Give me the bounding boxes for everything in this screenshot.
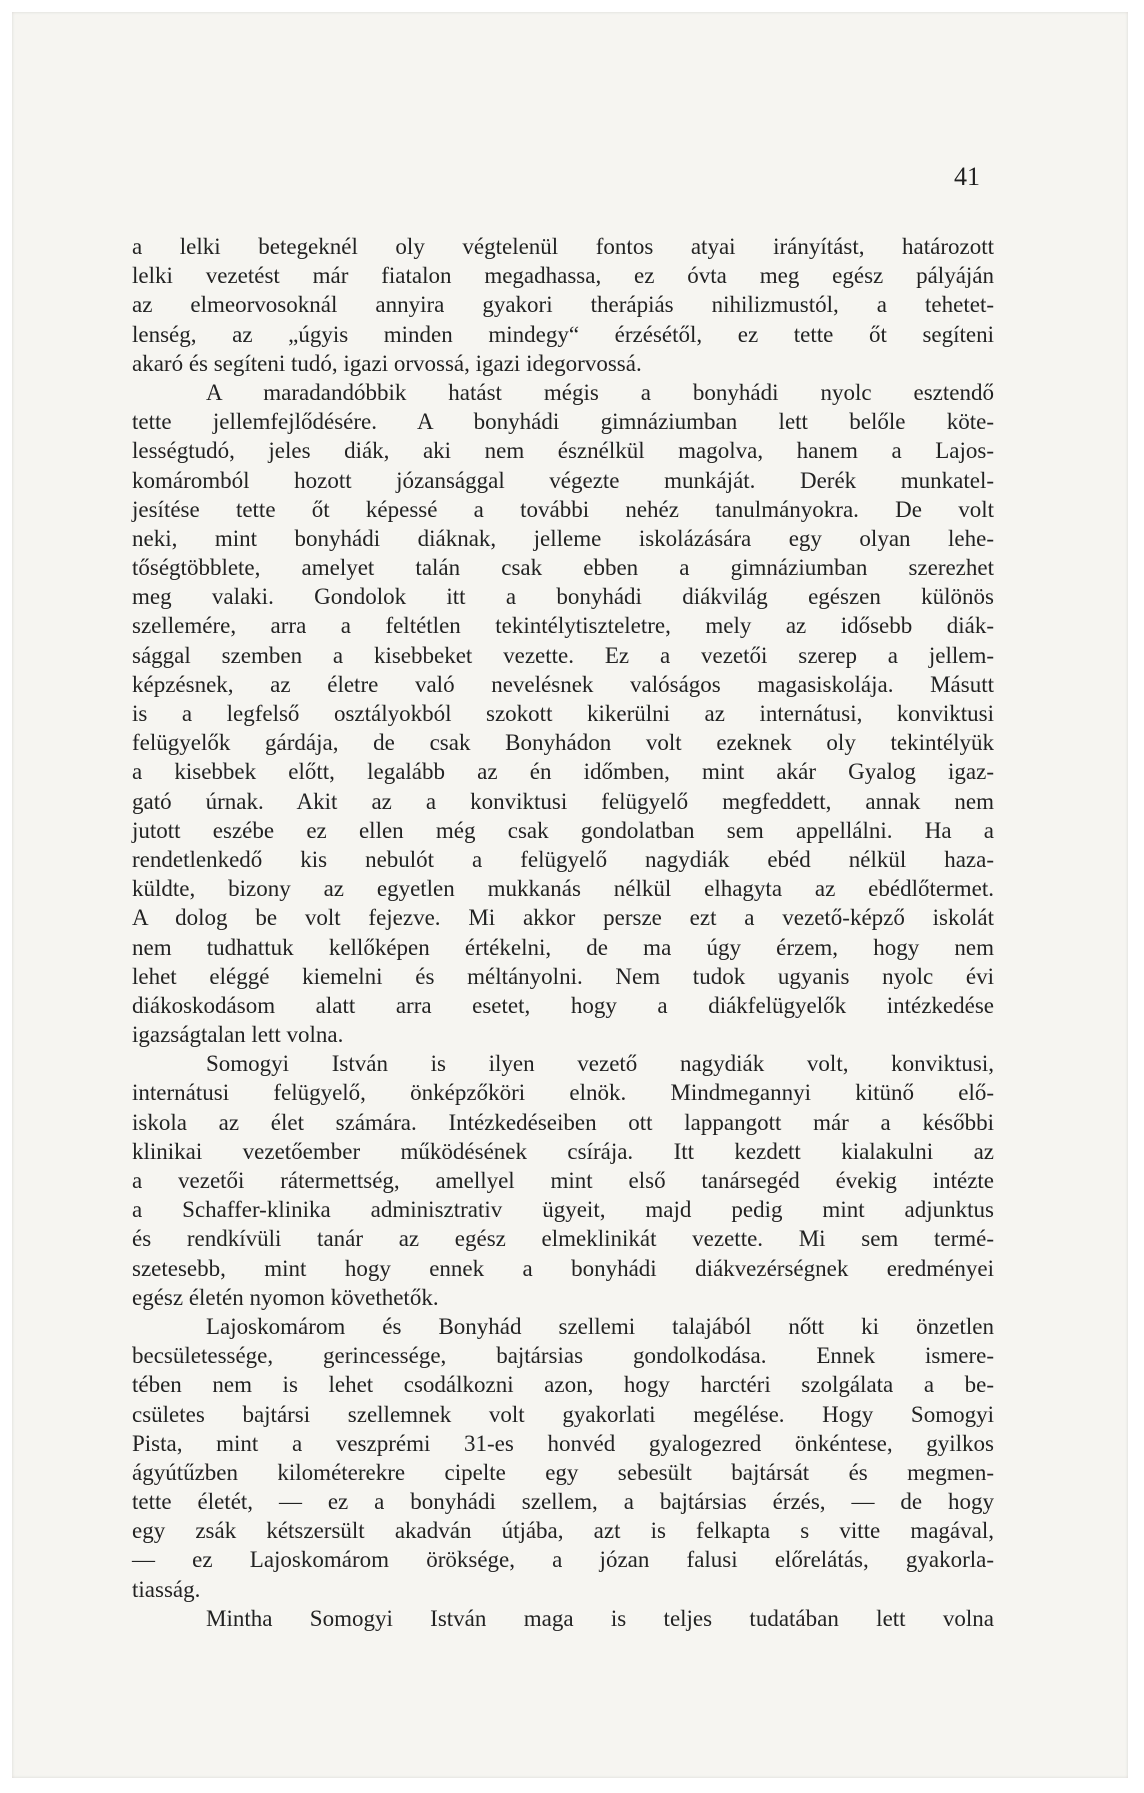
text-line: a lelki betegeknél oly végtelenül fontos atyai irányítást, határozott — [132, 234, 994, 259]
text-line: képzésnek, az életre való nevelésnek valóságos magasiskolája. Másutt — [132, 671, 994, 697]
text-line: Pista, mint a veszprémi 31-es honvéd gyalogezred önkéntese, gyilkos — [132, 1430, 994, 1456]
text-line: meg valaki. Gondolok itt a bonyhádi diákvilág egészen különös — [132, 584, 994, 610]
text-line: felügyelők gárdája, de csak Bonyhádon volt ezeknek oly tekintélyük — [132, 730, 994, 756]
text-line: a Schaffer-klinika adminisztrativ ügyeit, majd pedig mint adjunktus — [132, 1197, 994, 1223]
text-line: szellemére, arra a feltétlen tekintélytiszteletre, mely az idősebb diák- — [132, 613, 994, 639]
page-number: 41 — [954, 162, 980, 191]
text-line: A maradandóbbik hatást mégis a bonyhádi nyolc esztendő — [206, 379, 994, 405]
text-line: ágyútűzben kilométerekre cipelte egy sebesült bajtársát és megmen- — [132, 1459, 994, 1485]
text-line: diákoskodásom alatt arra esetet, hogy a diákfelügyelők intézkedése — [132, 992, 994, 1018]
text-line: gató úrnak. Akit az a konviktusi felügyelő megfeddett, annak nem — [132, 788, 994, 814]
text-line: a vezetői rátermettség, amellyel mint első tanársegéd évekig intézte — [132, 1168, 994, 1193]
text-line: komáromból hozott józansággal végezte munkáját. Derék munkatel- — [132, 467, 994, 493]
text-line: tiasság. — [132, 1576, 201, 1602]
text-line: tőségtöbblete, amelyet talán csak ebben a gimnáziumban szerezhet — [132, 555, 994, 581]
text-line: — ez Lajoskomárom öröksége, a józan falusi előrelátás, gyakorla- — [132, 1547, 994, 1573]
text-line: Mintha Somogyi István maga is teljes tudatában lett volna — [206, 1605, 994, 1631]
text-line: is a legfelső osztályokból szokott kikerülni az internátusi, konviktusi — [132, 701, 994, 726]
text-line: nem tudhattuk kellőképen értékelni, de ma úgy érzem, hogy nem — [132, 934, 994, 960]
text-line: Lajoskomárom és Bonyhád szellemi talajából nőtt ki önzetlen — [206, 1313, 994, 1339]
text-line: szetesebb, mint hogy ennek a bonyhádi diákvezérségnek eredményei — [132, 1255, 994, 1281]
text-line: az elmeorvosoknál annyira gyakori therápiás nihilizmustól, a tehetet- — [132, 292, 994, 318]
text-line: a kisebbek előtt, legalább az én időmben, mint akár Gyalog igaz- — [132, 759, 994, 785]
text-line: klinikai vezetőember működésének csírája. Itt kezdett kialakulni az — [132, 1138, 994, 1164]
text-line: akaró és segíteni tudó, igazi orvossá, igazi idegorvossá. — [132, 350, 642, 376]
text-line: tében nem is lehet csodálkozni azon, hogy harctéri szolgálata a be- — [132, 1372, 994, 1398]
text-line: lességtudó, jeles diák, aki nem észnélkül magolva, hanem a Lajos- — [132, 438, 994, 464]
text-line: sággal szemben a kisebbeket vezette. Ez a vezetői szerep a jellem- — [132, 642, 994, 668]
text-line: és rendkívüli tanár az egész elmeklinikát vezette. Mi sem termé- — [132, 1226, 994, 1252]
text-line: A dolog be volt fejezve. Mi akkor persze ezt a vezető-képző iskolát — [132, 905, 994, 931]
text-line: küldte, bizony az egyetlen mukkanás nélkül elhagyta az ebédlőtermet. — [132, 876, 994, 902]
book-page — [12, 12, 1128, 1778]
text-line: rendetlenkedő kis nebulót a felügyelő nagydiák ebéd nélkül haza- — [132, 846, 994, 872]
body-text — [132, 232, 994, 1633]
text-line: lehet eléggé kiemelni és méltányolni. Nem tudok ugyanis nyolc évi — [132, 963, 994, 989]
text-line: iskola az élet számára. Intézkedéseiben ott lappangott már a későbbi — [132, 1109, 994, 1135]
text-line: csületes bajtársi szellemnek volt gyakorlati megélése. Hogy Somogyi — [132, 1401, 994, 1427]
text-line: lenség, az „úgyis minden mindegy“ érzésétől, ez tette őt segíteni — [132, 321, 994, 347]
text-line: Somogyi István is ilyen vezető nagydiák volt, konviktusi, — [206, 1051, 994, 1077]
text-line: egész életén nyomon követhetők. — [132, 1284, 439, 1310]
text-line: jutott eszébe ez ellen még csak gondolatban sem appellálni. Ha a — [132, 817, 994, 843]
text-line: jesítése tette őt képessé a további nehéz tanulmányokra. De volt — [132, 496, 994, 522]
text-line: becsületessége, gerincessége, bajtársias gondolkodása. Ennek ismere- — [132, 1343, 994, 1369]
text-line: internátusi felügyelő, önképzőköri elnök. Mindmegannyi kitünő elő- — [132, 1080, 994, 1106]
text-line: neki, mint bonyhádi diáknak, jelleme iskolázására egy olyan lehe- — [132, 525, 994, 551]
text-line: tette életét, — ez a bonyhádi szellem, a bajtársias érzés, — de hogy — [132, 1489, 994, 1515]
text-line: igazságtalan lett volna. — [132, 1022, 344, 1048]
text-line: tette jellemfejlődésére. A bonyhádi gimnáziumban lett belőle köte- — [132, 409, 994, 435]
text-line: egy zsák kétszersült akadván útjába, azt is felkapta s vitte magával, — [132, 1518, 994, 1544]
text-line: lelki vezetést már fiatalon megadhassa, ez óvta meg egész pályáján — [132, 263, 994, 289]
